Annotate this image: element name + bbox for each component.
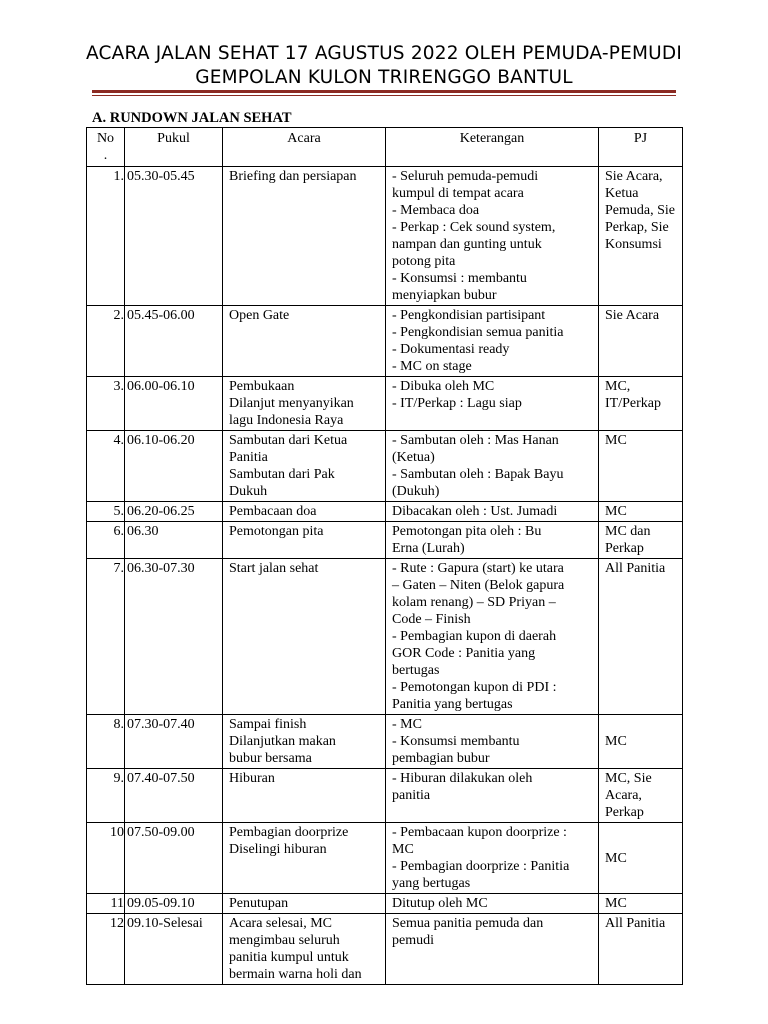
cell-acara (223, 823, 386, 894)
pj-line: Konsumsi (605, 237, 662, 252)
pj-line: Pemuda, Sie (605, 203, 675, 218)
keterangan-line: GOR Code : Panitia yang (392, 646, 536, 661)
table-row (87, 715, 683, 769)
table-row (87, 431, 683, 502)
title-rule-thin (92, 95, 676, 96)
keterangan-line: yang bertugas (392, 876, 471, 891)
pj-line: Sie Acara (605, 308, 660, 323)
cell-pj (599, 914, 683, 985)
cell-no: 1. (87, 167, 125, 306)
keterangan-line: - Pembagian kupon di daerah (392, 629, 557, 644)
keterangan-line: pembagian bubur (392, 751, 490, 766)
pj-line: All Panitia (605, 561, 666, 576)
pj-line: Perkap (605, 541, 644, 556)
keterangan-line: - Pengkondisian partisipant (392, 308, 546, 323)
keterangan-line: - Membaca doa (392, 203, 480, 218)
acara-line: bermain warna holi dan (229, 967, 362, 982)
acara-line: Acara selesai, MC (229, 916, 333, 931)
cell-pj (599, 167, 683, 306)
acara-line: Dilanjutkan makan (229, 734, 336, 749)
pj-line: MC, (605, 379, 631, 394)
pj-line: All Panitia (605, 916, 666, 931)
keterangan-line: Semua panitia pemuda dan (392, 916, 544, 931)
cell-acara (223, 377, 386, 431)
acara-line: Sambutan dari Ketua (229, 433, 348, 448)
cell-acara (223, 167, 386, 306)
keterangan-line: - Pembagian doorprize : Panitia (392, 859, 570, 874)
acara-line: Panitia (229, 450, 268, 465)
table-row (87, 167, 683, 306)
cell-pukul: 06.30-07.30 (125, 559, 223, 715)
cell-acara (223, 431, 386, 502)
table-row (87, 306, 683, 377)
keterangan-line: - Pengkondisian semua panitia (392, 325, 564, 340)
keterangan-line: - Hiburan dilakukan oleh (392, 771, 533, 786)
table-row (87, 502, 683, 522)
keterangan-line: Panitia yang bertugas (392, 697, 513, 712)
keterangan-line: (Ketua) (392, 450, 435, 465)
title-rule-thick (92, 90, 676, 93)
pj-line: MC (605, 433, 627, 448)
cell-pj (599, 559, 683, 715)
table-row (87, 894, 683, 914)
cell-acara (223, 502, 386, 522)
cell-keterangan (386, 769, 599, 823)
keterangan-line: - Konsumsi membantu (392, 734, 520, 749)
title-line-2: GEMPOLAN KULON TRIRENGGO BANTUL (195, 67, 573, 88)
cell-keterangan (386, 522, 599, 559)
cell-pj (599, 306, 683, 377)
keterangan-line: - Rute : Gapura (start) ke utara (392, 561, 564, 576)
acara-line: Pembagian doorprize (229, 825, 349, 840)
keterangan-line: potong pita (392, 254, 456, 269)
cell-pukul: 09.10-Selesai (125, 914, 223, 985)
table-row (87, 914, 683, 985)
document-title (0, 42, 768, 90)
acara-line: Pemotongan pita (229, 524, 324, 539)
cell-keterangan (386, 377, 599, 431)
section-heading: A. RUNDOWN JALAN SEHAT (92, 110, 292, 126)
acara-line: Sampai finish (229, 717, 307, 732)
cell-pukul: 09.05-09.10 (125, 894, 223, 914)
cell-pukul: 05.45-06.00 (125, 306, 223, 377)
acara-line: Pembacaan doa (229, 504, 317, 519)
cell-pukul: 07.50-09.00 (125, 823, 223, 894)
acara-line: Briefing dan persiapan (229, 169, 357, 184)
cell-pukul: 07.40-07.50 (125, 769, 223, 823)
title-line-1: ACARA JALAN SEHAT 17 AGUSTUS 2022 OLEH PEMUDA-PEMUDI (86, 43, 682, 64)
cell-pj (599, 715, 683, 769)
cell-acara (223, 894, 386, 914)
cell-pukul: 06.30 (125, 522, 223, 559)
cell-keterangan (386, 306, 599, 377)
acara-line: Hiburan (229, 771, 275, 786)
keterangan-line: bertugas (392, 663, 440, 678)
header-pukul: Pukul (125, 128, 223, 167)
acara-line: Diselingi hiburan (229, 842, 327, 857)
keterangan-line: MC (392, 842, 414, 857)
keterangan-line: Dibacakan oleh : Ust. Jumadi (392, 504, 558, 519)
cell-no: 12 (87, 914, 125, 985)
pj-line: Perkap, Sie (605, 220, 669, 235)
cell-keterangan (386, 894, 599, 914)
cell-keterangan (386, 431, 599, 502)
cell-pj (599, 823, 683, 894)
header-keterangan: Keterangan (386, 128, 599, 167)
table-header-row (87, 128, 683, 167)
keterangan-line: - Sambutan oleh : Bapak Bayu (392, 467, 564, 482)
rundown-table (86, 127, 683, 985)
cell-pukul: 06.20-06.25 (125, 502, 223, 522)
pj-line: MC (605, 896, 627, 911)
cell-no: 8. (87, 715, 125, 769)
cell-pj (599, 431, 683, 502)
keterangan-line: - MC on stage (392, 359, 472, 374)
pj-line: MC dan (605, 524, 651, 539)
acara-line: bubur bersama (229, 751, 312, 766)
pj-line: Perkap (605, 805, 644, 820)
cell-pj (599, 522, 683, 559)
keterangan-line: - Pembacaan kupon doorprize : (392, 825, 567, 840)
keterangan-line: Ditutup oleh MC (392, 896, 488, 911)
cell-pukul: 05.30-05.45 (125, 167, 223, 306)
cell-keterangan (386, 502, 599, 522)
keterangan-line: pemudi (392, 933, 434, 948)
table-row (87, 377, 683, 431)
cell-no: 11 (87, 894, 125, 914)
acara-line: Open Gate (229, 308, 290, 323)
keterangan-line: (Dukuh) (392, 484, 440, 499)
cell-keterangan (386, 715, 599, 769)
pj-line: MC (605, 734, 627, 749)
keterangan-line: - Sambutan oleh : Mas Hanan (392, 433, 559, 448)
cell-keterangan (386, 823, 599, 894)
cell-no: 2. (87, 306, 125, 377)
cell-keterangan (386, 914, 599, 985)
keterangan-line: - Seluruh pemuda-pemudi (392, 169, 539, 184)
keterangan-line: menyiapkan bubur (392, 288, 497, 303)
acara-line: Start jalan sehat (229, 561, 319, 576)
keterangan-line: Code – Finish (392, 612, 471, 627)
pj-line: Acara, (605, 788, 642, 803)
keterangan-line: – Gaten – Niten (Belok gapura (392, 578, 565, 593)
keterangan-line: panitia (392, 788, 431, 803)
pj-line: Sie Acara, (605, 169, 663, 184)
pj-line: MC, Sie (605, 771, 652, 786)
keterangan-line: nampan dan gunting untuk (392, 237, 542, 252)
cell-acara (223, 914, 386, 985)
table-row (87, 559, 683, 715)
keterangan-line: - Dibuka oleh MC (392, 379, 495, 394)
acara-line: mengimbau seluruh (229, 933, 340, 948)
keterangan-line: Pemotongan pita oleh : Bu (392, 524, 542, 539)
cell-pukul: 06.00-06.10 (125, 377, 223, 431)
keterangan-line: - Dokumentasi ready (392, 342, 510, 357)
header-pj: PJ (599, 128, 683, 167)
cell-pukul: 06.10-06.20 (125, 431, 223, 502)
pj-line: Ketua (605, 186, 639, 201)
cell-no: 5. (87, 502, 125, 522)
cell-acara (223, 559, 386, 715)
cell-no: 7. (87, 559, 125, 715)
header-no: No . (87, 128, 125, 167)
cell-keterangan (386, 167, 599, 306)
cell-acara (223, 769, 386, 823)
cell-pj (599, 377, 683, 431)
keterangan-line: - Pemotongan kupon di PDI : (392, 680, 557, 695)
acara-line: Dilanjut menyanyikan (229, 396, 354, 411)
acara-line: Pembukaan (229, 379, 295, 394)
cell-no: 6. (87, 522, 125, 559)
cell-acara (223, 715, 386, 769)
acara-line: Sambutan dari Pak (229, 467, 335, 482)
acara-line: lagu Indonesia Raya (229, 413, 344, 428)
keterangan-line: - Perkap : Cek sound system, (392, 220, 556, 235)
cell-pj (599, 502, 683, 522)
acara-line: Penutupan (229, 896, 289, 911)
keterangan-line: kumpul di tempat acara (392, 186, 524, 201)
keterangan-line: Erna (Lurah) (392, 541, 465, 556)
pj-line: MC (605, 850, 627, 866)
cell-no: 10 (87, 823, 125, 894)
acara-line: Dukuh (229, 484, 268, 499)
keterangan-line: - IT/Perkap : Lagu siap (392, 396, 522, 411)
cell-pukul: 07.30-07.40 (125, 715, 223, 769)
cell-keterangan (386, 559, 599, 715)
table-row (87, 522, 683, 559)
table-row (87, 823, 683, 894)
pj-line: IT/Perkap (605, 396, 661, 411)
cell-acara (223, 522, 386, 559)
header-acara: Acara (223, 128, 386, 167)
acara-line: panitia kumpul untuk (229, 950, 349, 965)
cell-no: 4. (87, 431, 125, 502)
cell-no: 9. (87, 769, 125, 823)
cell-no: 3. (87, 377, 125, 431)
keterangan-line: kolam renang) – SD Priyan – (392, 595, 556, 610)
pj-line: MC (605, 504, 627, 519)
keterangan-line: - MC (392, 717, 422, 732)
cell-pj (599, 894, 683, 914)
keterangan-line: - Konsumsi : membantu (392, 271, 527, 286)
cell-acara (223, 306, 386, 377)
table-row (87, 769, 683, 823)
cell-pj (599, 769, 683, 823)
